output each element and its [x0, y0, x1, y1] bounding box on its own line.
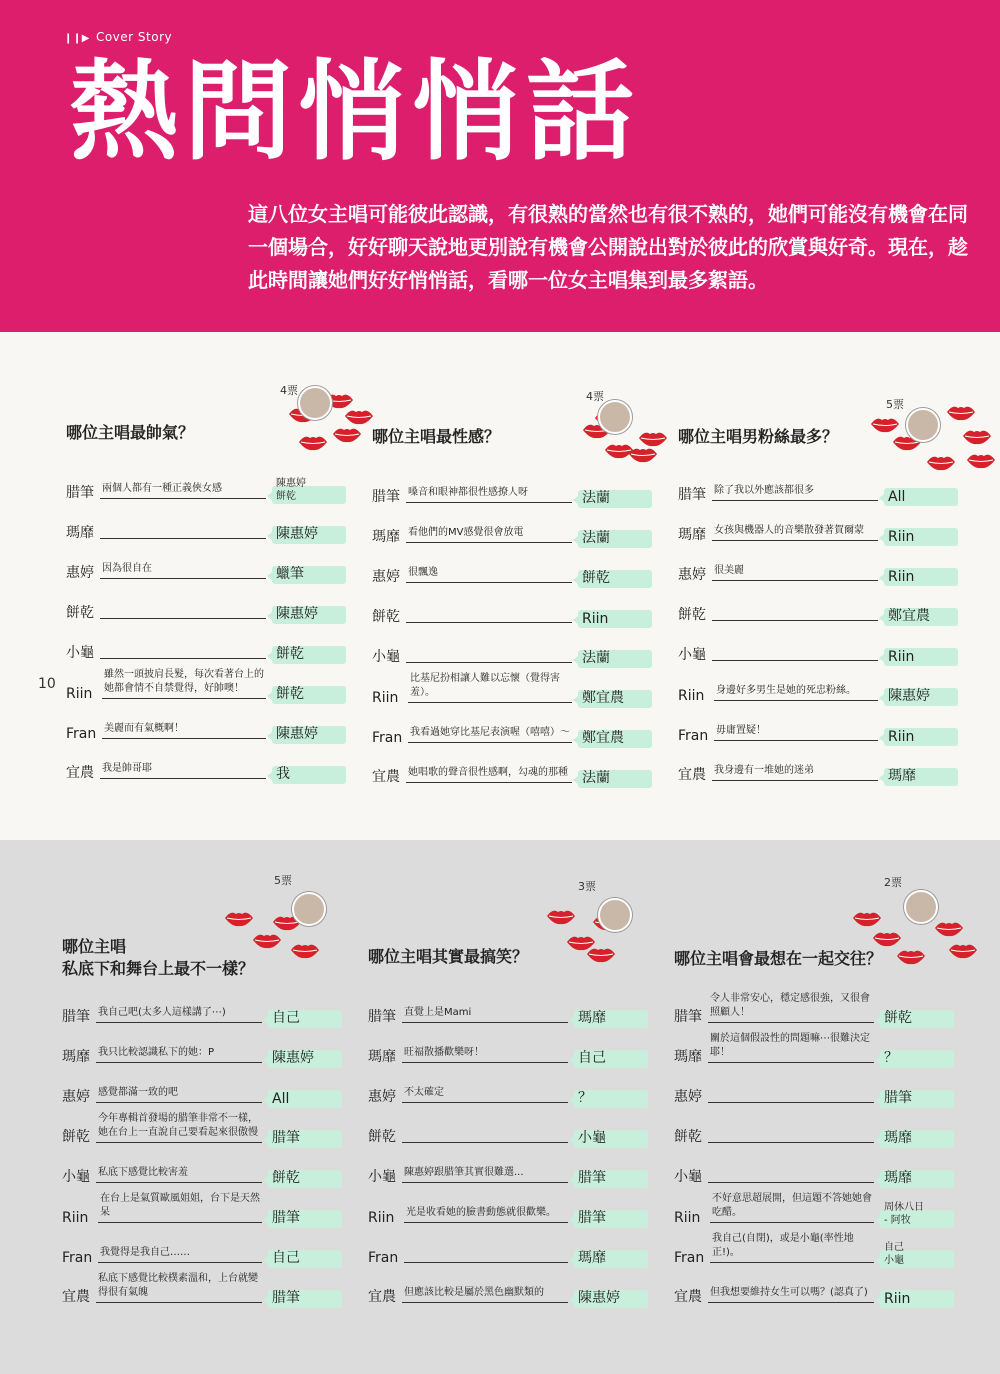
- comment-text: 感覺都滿一致的吧: [98, 1087, 178, 1098]
- lips-icon: [638, 430, 668, 452]
- answer-row: [368, 1232, 658, 1268]
- comment-text: 不好意思超展開，但這題不答她她會吃醋。: [712, 1193, 872, 1218]
- answer-underline: [96, 1142, 262, 1143]
- answer-value: 腊筆: [884, 1090, 912, 1106]
- answer-row: [62, 1232, 352, 1268]
- answer-row: [674, 1072, 964, 1108]
- answer-value: 陳惠婷: [276, 726, 318, 742]
- answer-underline: [100, 618, 266, 619]
- answer-value: 鄭宜農: [582, 690, 624, 706]
- answer-underline: [100, 538, 266, 539]
- comment-text: 私底下感覺比較害羞: [98, 1167, 188, 1178]
- answer-value: 餅乾: [582, 570, 610, 586]
- answer-row: [62, 992, 352, 1028]
- answer-value: ？: [884, 1050, 898, 1066]
- answer-value: Riin: [582, 611, 609, 627]
- answer-underline: [408, 742, 572, 743]
- responder-name: Fran: [66, 726, 97, 742]
- answer-row: [62, 1032, 352, 1068]
- answer-row: [62, 1072, 352, 1108]
- answer-row: [678, 710, 968, 746]
- answer-underline: [708, 1062, 874, 1063]
- answer-row: [368, 1192, 658, 1228]
- answer-row: [66, 588, 356, 624]
- answer-row: [674, 1032, 964, 1068]
- vote-count: 4票: [280, 384, 298, 397]
- answer-row: [372, 712, 662, 748]
- comment-text: 女孩與機器人的音樂散發著賀爾蒙: [714, 525, 864, 536]
- answer-row: [66, 548, 356, 584]
- singer-avatar: [906, 408, 940, 442]
- section-label: [64, 30, 172, 44]
- responder-name: 餅乾: [66, 605, 94, 621]
- answer-row: [62, 1192, 352, 1228]
- answer-underline: [96, 1062, 262, 1063]
- responder-name: 惠婷: [372, 569, 400, 585]
- answer-row: [66, 468, 356, 504]
- answer-row: [372, 552, 662, 588]
- answer-row: [368, 1152, 658, 1188]
- comment-text: 我身邊有一堆她的迷弟: [714, 765, 814, 776]
- responder-name: 宜農: [368, 1289, 396, 1305]
- answer-underline: [712, 580, 878, 581]
- responder-name: 惠婷: [678, 567, 706, 583]
- responder-name: 腊筆: [62, 1009, 90, 1025]
- comment-text: 很飄逸: [408, 567, 438, 578]
- responder-name: Riin: [372, 690, 399, 706]
- comment-text: 關於這個假設性的問題嘛⋯很難決定耶！: [710, 1033, 870, 1058]
- answer-row: [674, 992, 964, 1028]
- comment-text: 看他們的MV感覺很會放電: [408, 527, 524, 538]
- answer-value: Riin: [888, 649, 915, 665]
- answer-underline: [708, 1142, 874, 1143]
- answer-row: [368, 1032, 658, 1068]
- answer-row: [62, 1112, 352, 1148]
- answer-row: [66, 628, 356, 664]
- answer-value: 瑪靡: [884, 1170, 912, 1186]
- answer-row: [678, 750, 968, 786]
- answer-value: 陳惠婷: [888, 688, 930, 704]
- responder-name: 腊筆: [66, 485, 94, 501]
- answer-underline: [708, 1182, 874, 1183]
- section-text: Cover Story: [95, 30, 173, 44]
- responder-name: Fran: [674, 1250, 705, 1266]
- answer-value: 法蘭: [582, 650, 610, 666]
- answer-value: 餅乾: [276, 686, 304, 702]
- answer-row: [368, 1272, 658, 1308]
- responder-name: 小龜: [368, 1169, 396, 1185]
- responder-name: 小龜: [66, 645, 94, 661]
- lips-icon: [546, 908, 576, 930]
- responder-name: 宜農: [372, 769, 400, 785]
- answer-underline: [406, 502, 572, 503]
- responder-name: 惠婷: [62, 1089, 90, 1105]
- responder-name: 餅乾: [368, 1129, 396, 1145]
- responder-name: Riin: [368, 1210, 395, 1226]
- responder-name: 腊筆: [372, 489, 400, 505]
- lips-icon: [586, 946, 616, 968]
- answer-value: 瑪靡: [578, 1250, 606, 1266]
- answer-underline: [708, 1022, 874, 1023]
- responder-name: Fran: [62, 1250, 93, 1266]
- answer-row: [678, 470, 968, 506]
- responder-name: 瑪靡: [62, 1049, 90, 1065]
- lips-icon: [290, 942, 320, 964]
- responder-name: 惠婷: [66, 565, 94, 581]
- vote-count: 4票: [586, 390, 604, 403]
- answer-row: [62, 1272, 352, 1308]
- answer-underline: [96, 1022, 262, 1023]
- answer-value: Riin: [888, 569, 915, 585]
- responder-name: 餅乾: [678, 607, 706, 623]
- responder-name: 小龜: [674, 1169, 702, 1185]
- responder-name: 瑪靡: [372, 529, 400, 545]
- answer-row: [674, 1112, 964, 1148]
- answer-underline: [712, 620, 878, 621]
- responder-name: 餅乾: [674, 1129, 702, 1145]
- comment-text: 雖然一頭披肩長髮，每次看著台上的她都會情不自禁覺得，好帥噢！: [104, 669, 264, 694]
- answer-underline: [402, 1102, 568, 1103]
- comment-text: 今年專輯首發場的腊筆非常不一樣，她在台上一直說自己要看起來很傲慢: [98, 1113, 258, 1138]
- answer-row: [372, 672, 662, 708]
- question-title: 哪位主唱最帥氣？: [66, 423, 195, 442]
- comment-text: 光是收看她的臉書動態就很歡樂。: [406, 1207, 556, 1218]
- responder-name: Fran: [678, 728, 709, 744]
- answer-row: [678, 550, 968, 586]
- answer-row: [674, 1232, 964, 1268]
- responder-name: 宜農: [62, 1289, 90, 1305]
- answer-underline: [102, 698, 266, 699]
- answer-underline: [406, 582, 572, 583]
- lips-icon: [344, 408, 374, 430]
- answer-value: 餅乾: [884, 1010, 912, 1026]
- comment-text: 我自己吧(太多人這樣講了⋯): [98, 1007, 226, 1018]
- singer-avatar: [904, 890, 938, 924]
- answer-row: [66, 508, 356, 544]
- comment-text: 但我想要維持女生可以嗎？(認真了): [710, 1287, 868, 1298]
- lips-icon: [298, 434, 328, 456]
- comment-text: 因為很自在: [102, 563, 152, 574]
- comment-text: 不太確定: [404, 1087, 444, 1098]
- comment-text: 嗓音和眼神都很性感撩人呀: [408, 487, 528, 498]
- comment-text: 我自己(自閉)，或是小龜(率性地正!)。: [712, 1233, 854, 1258]
- vote-count: 5票: [886, 398, 904, 411]
- answer-value: 瑪靡: [884, 1130, 912, 1146]
- answer-value: 自己: [272, 1010, 300, 1026]
- responder-name: 腊筆: [674, 1009, 702, 1025]
- answer-row: [368, 1112, 658, 1148]
- answer-row: [678, 670, 968, 706]
- answer-underline: [402, 1182, 568, 1183]
- responder-name: 瑪靡: [368, 1049, 396, 1065]
- answer-value: 腊筆: [578, 1210, 606, 1226]
- answer-value: 瑪靡: [888, 768, 916, 784]
- answer-underline: [712, 780, 878, 781]
- header-banner: [0, 0, 1000, 332]
- comment-text: 兩個人都有一種正義俠女感: [102, 483, 222, 494]
- answer-underline: [402, 1062, 568, 1063]
- vote-count: 2票: [884, 876, 902, 889]
- question-title: 哪位主唱 私底下和舞台上最不一樣？: [62, 937, 255, 978]
- answer-value: 法蘭: [582, 490, 610, 506]
- lips-icon: [948, 942, 978, 964]
- answer-underline: [98, 1222, 262, 1223]
- singer-avatar: [598, 898, 632, 932]
- responder-name: Riin: [66, 686, 93, 702]
- responder-name: 小龜: [62, 1169, 90, 1185]
- answer-value: Riin: [884, 1291, 911, 1307]
- answer-value: 自己: [578, 1050, 606, 1066]
- answer-row: [678, 510, 968, 546]
- answer-value: 腊筆: [272, 1210, 300, 1226]
- answer-value: 腊筆: [272, 1290, 300, 1306]
- responder-name: Riin: [674, 1210, 701, 1226]
- answer-row: [66, 708, 356, 744]
- answer-value: Riin: [888, 529, 915, 545]
- answer-underline: [406, 542, 572, 543]
- answer-value: 陳惠婷: [276, 606, 318, 622]
- answer-value: All: [888, 489, 906, 505]
- answer-value: 餅乾: [272, 1170, 300, 1186]
- answer-value: 鄭宜農: [582, 730, 624, 746]
- responder-name: 餅乾: [62, 1129, 90, 1145]
- comment-text: 令人非常安心，穩定感很強，又很會照顧人！: [710, 993, 870, 1018]
- lips-icon: [852, 910, 882, 932]
- singer-avatar: [292, 892, 326, 926]
- answer-value: 瑪靡: [578, 1010, 606, 1026]
- answer-row: [372, 752, 662, 788]
- answer-value: All: [272, 1091, 290, 1107]
- responder-name: Fran: [372, 730, 403, 746]
- comment-text: 比基尼扮相讓人難以忘懷（覺得害羞）。: [410, 673, 560, 698]
- play-arrow-icon: ❙❙▶: [64, 33, 90, 44]
- responder-name: 瑪靡: [66, 525, 94, 541]
- intro-paragraph: 這八位女主唱可能彼此認識，有很熟的當然也有很不熟的，她們可能沒有機會在同一個場合，好好聊天說地更別說有機會公開說出對於彼此的欣賞與好奇。現在，趁此時間讓她們好好悄悄話，看哪一位女主唱集到最多絮語。: [248, 202, 968, 292]
- responder-name: 小龜: [372, 649, 400, 665]
- question-title: 哪位主唱最性感？: [372, 427, 501, 446]
- responder-name: 餅乾: [372, 609, 400, 625]
- answer-value: 腊筆: [272, 1130, 300, 1146]
- comment-text: 旺福散播歡樂呀！: [404, 1047, 484, 1058]
- answer-underline: [406, 622, 572, 623]
- answer-value: 周休八日 - 阿牧: [884, 1202, 924, 1226]
- answer-value: 自己 小龜: [884, 1242, 904, 1266]
- comment-text: 私底下感覺比較樸素溫和，上台就變得很有氣魄: [98, 1273, 258, 1298]
- vote-count: 3票: [578, 880, 596, 893]
- answer-underline: [100, 578, 266, 579]
- answer-value: 陳惠婷: [276, 526, 318, 542]
- responder-name: 腊筆: [678, 487, 706, 503]
- answer-underline: [408, 702, 572, 703]
- answer-value: 陳惠婷: [272, 1050, 314, 1066]
- page-title: 熱問悄悄話: [70, 50, 641, 175]
- answer-row: [678, 590, 968, 626]
- answer-underline: [402, 1142, 568, 1143]
- answer-row: [66, 668, 356, 704]
- answer-underline: [98, 1262, 262, 1263]
- answer-row: [678, 630, 968, 666]
- answer-value: 法蘭: [582, 530, 610, 546]
- answer-row: [674, 1272, 964, 1308]
- lips-icon: [946, 404, 976, 426]
- comment-text: 我只比較認識私下的她：P: [98, 1047, 215, 1058]
- responder-name: 宜農: [66, 765, 94, 781]
- comment-text: 我看過她穿比基尼表演喔（嘻嘻）～: [410, 727, 570, 738]
- answer-underline: [402, 1302, 568, 1303]
- answer-underline: [406, 662, 572, 663]
- question-title: 哪位主唱男粉絲最多？: [678, 427, 839, 446]
- responder-name: 瑪靡: [674, 1049, 702, 1065]
- lips-icon: [224, 910, 254, 932]
- answer-underline: [710, 1262, 874, 1263]
- singer-avatar: [298, 386, 332, 420]
- answer-row: [368, 992, 658, 1028]
- answer-underline: [406, 782, 572, 783]
- answer-value: 我: [276, 766, 290, 782]
- responder-name: 腊筆: [368, 1009, 396, 1025]
- responder-name: Riin: [678, 688, 705, 704]
- responder-name: 惠婷: [368, 1089, 396, 1105]
- answer-underline: [100, 778, 266, 779]
- answer-row: [66, 748, 356, 784]
- answer-row: [372, 632, 662, 668]
- answer-underline: [708, 1302, 874, 1303]
- responder-name: 惠婷: [674, 1089, 702, 1105]
- lips-icon: [962, 428, 992, 450]
- answer-value: 腊筆: [578, 1170, 606, 1186]
- comment-text: 陳惠婷跟腊筆其實很難選...: [404, 1167, 524, 1178]
- vote-count: 5票: [274, 874, 292, 887]
- answer-value: 陳惠婷: [578, 1290, 620, 1306]
- answer-row: [674, 1152, 964, 1188]
- answer-underline: [402, 1022, 568, 1023]
- answer-underline: [96, 1102, 262, 1103]
- responder-name: 宜農: [678, 767, 706, 783]
- answer-underline: [404, 1262, 568, 1263]
- comment-text: 毋庸置疑！: [716, 725, 766, 736]
- answer-underline: [404, 1222, 568, 1223]
- answer-value: 陳惠婷 餅乾: [276, 478, 306, 502]
- answer-value: 蠟筆: [276, 566, 304, 582]
- answer-underline: [96, 1302, 262, 1303]
- comment-text: 她唱歌的聲音很性感啊，勾魂的那種: [408, 767, 568, 778]
- question-title: 哪位主唱會最想在一起交往？: [674, 949, 883, 968]
- comment-text: 我是帥哥耶: [102, 763, 152, 774]
- answer-value: 法蘭: [582, 770, 610, 786]
- lips-icon: [896, 948, 926, 970]
- responder-name: Fran: [368, 1250, 399, 1266]
- comment-text: 直覺上是Mami: [404, 1007, 472, 1018]
- answer-value: 鄭宜農: [888, 608, 930, 624]
- answer-value: ？: [578, 1090, 592, 1106]
- comment-text: 我覺得是我自己……: [100, 1247, 190, 1258]
- lips-icon: [966, 452, 996, 474]
- comment-text: 在台上是氣質歐風姐姐，台下是天然呆: [100, 1193, 260, 1218]
- page-number: 10: [38, 676, 56, 692]
- answer-underline: [96, 1182, 262, 1183]
- answer-underline: [712, 540, 878, 541]
- answer-underline: [708, 1102, 874, 1103]
- answer-underline: [712, 500, 878, 501]
- answer-underline: [712, 660, 878, 661]
- answer-underline: [714, 740, 878, 741]
- responder-name: Riin: [62, 1210, 89, 1226]
- comment-text: 但應該比較是屬於黑色幽默類的: [404, 1287, 544, 1298]
- answer-row: [372, 592, 662, 628]
- answer-value: 餅乾: [276, 646, 304, 662]
- answer-row: [674, 1192, 964, 1228]
- responder-name: 小龜: [678, 647, 706, 663]
- answer-value: Riin: [888, 729, 915, 745]
- answer-row: [368, 1072, 658, 1108]
- comment-text: 很美麗: [714, 565, 744, 576]
- lips-icon: [934, 920, 964, 942]
- answer-row: [372, 472, 662, 508]
- answer-underline: [710, 1222, 874, 1223]
- question-title: 哪位主唱其實最搞笑？: [368, 947, 529, 966]
- answer-value: 自己: [272, 1250, 300, 1266]
- singer-avatar: [598, 400, 632, 434]
- comment-text: 除了我以外應該都很多: [714, 485, 814, 496]
- answer-underline: [714, 700, 878, 701]
- responder-name: 瑪靡: [678, 527, 706, 543]
- responder-name: 宜農: [674, 1289, 702, 1305]
- answer-underline: [100, 498, 266, 499]
- answer-row: [62, 1152, 352, 1188]
- answer-underline: [102, 738, 266, 739]
- answer-underline: [100, 658, 266, 659]
- comment-text: 美麗而有氣概啊！: [104, 723, 184, 734]
- answer-value: 小龜: [578, 1130, 606, 1146]
- answer-row: [372, 512, 662, 548]
- comment-text: 身邊好多男生是她的死忠粉絲。: [716, 685, 856, 696]
